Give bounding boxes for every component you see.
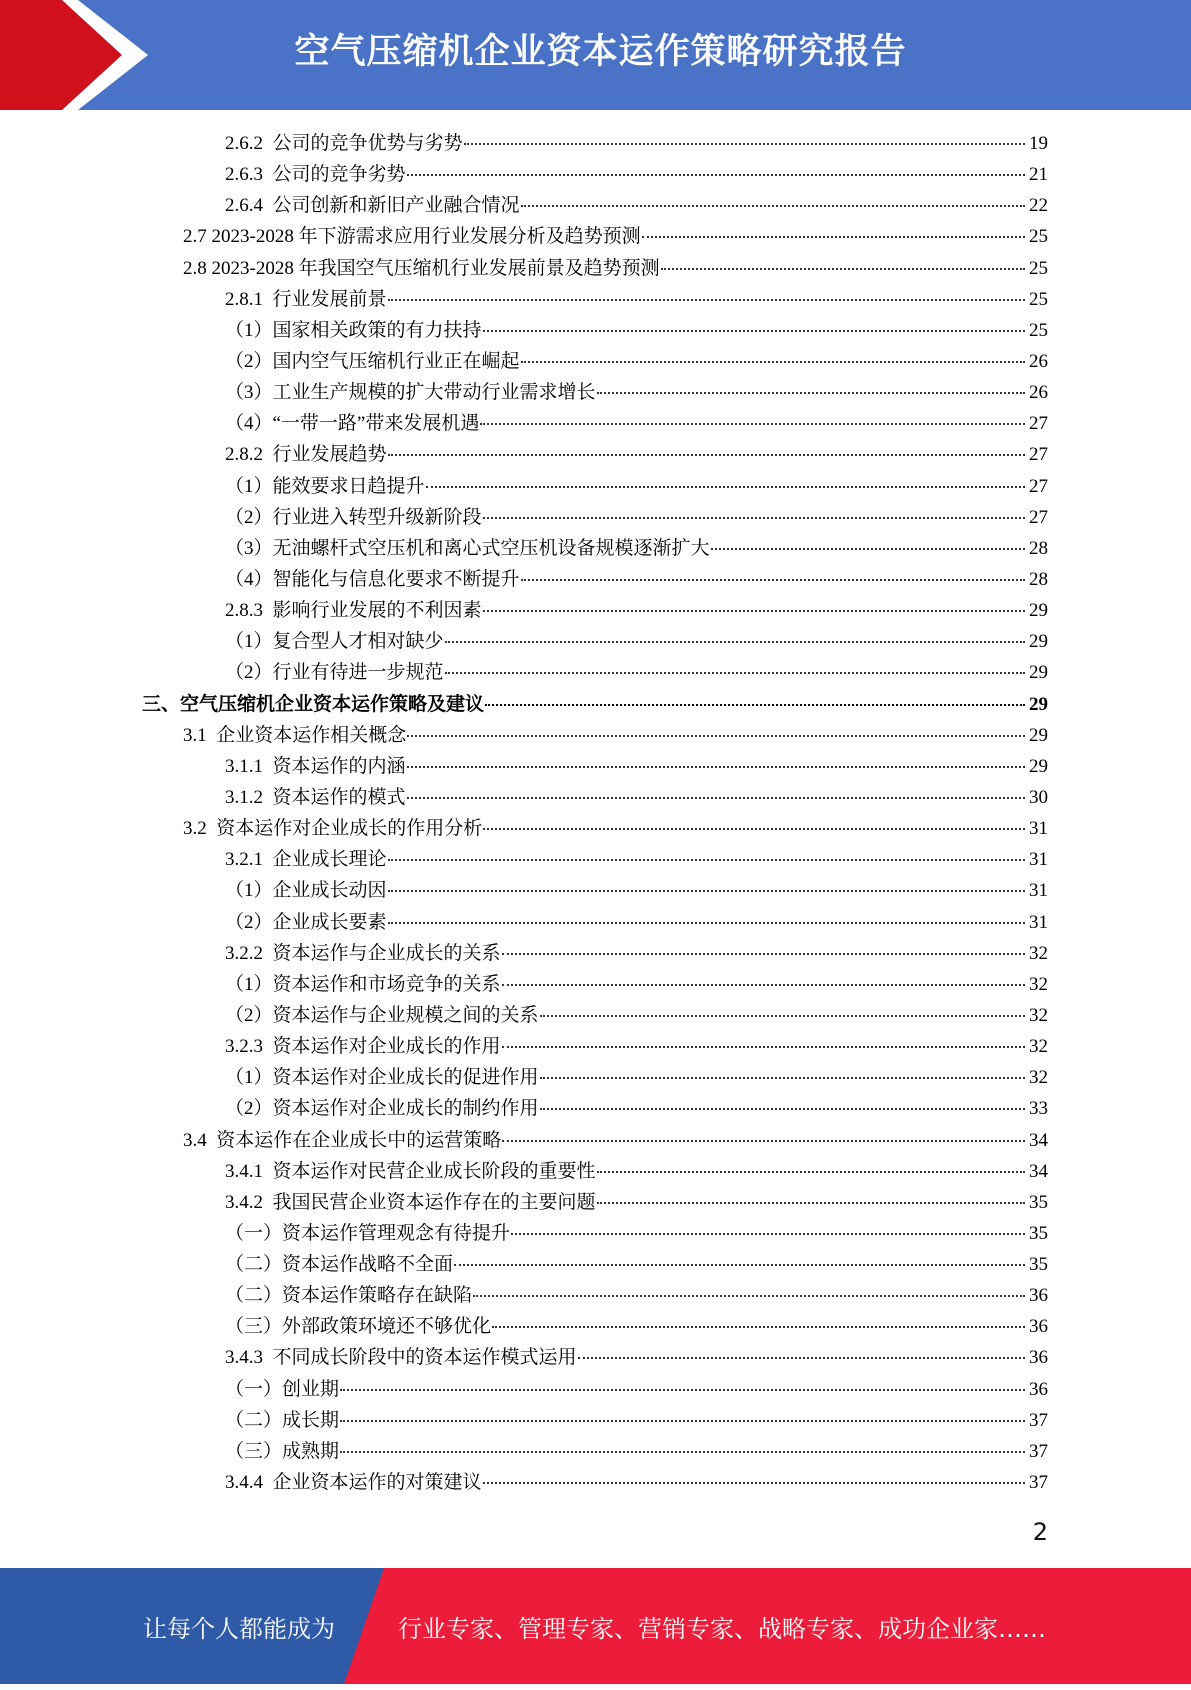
toc-entry[interactable] xyxy=(0,844,1048,875)
page-header xyxy=(0,0,1191,110)
toc-dot-leader xyxy=(492,1326,1025,1328)
toc-entry-page: 27 xyxy=(1029,475,1048,497)
toc-dot-leader xyxy=(521,361,1025,363)
toc-entry-label: 2.8 2023-2028 年我国空气压缩机行业发展前景及趋势预测 xyxy=(183,257,660,279)
toc-entry-label: （二）成长期 xyxy=(225,1409,340,1431)
toc-entry-label: （1）能效要求日趋提升 xyxy=(225,475,425,497)
toc-entry[interactable] xyxy=(0,377,1048,408)
toc-dot-leader xyxy=(340,1451,1025,1453)
toc-dot-leader xyxy=(521,579,1025,581)
toc-entry[interactable] xyxy=(0,1093,1048,1124)
toc-entry-label: 2.6.3 公司的竞争劣势 xyxy=(225,164,406,186)
toc-entry-page: 31 xyxy=(1029,849,1048,871)
toc-entry[interactable] xyxy=(0,938,1048,969)
toc-entry-page: 37 xyxy=(1029,1472,1048,1494)
toc-entry-page: 25 xyxy=(1029,288,1048,310)
toc-dot-leader xyxy=(426,486,1025,488)
toc-entry-page: 28 xyxy=(1029,537,1048,559)
toc-entry-label: （2）企业成长要素 xyxy=(225,911,387,933)
toc-entry-label: 2.6.2 公司的竞争优势与劣势 xyxy=(225,133,463,154)
toc-entry-label: 三、空气压缩机企业资本运作策略及建议 xyxy=(142,693,485,715)
toc-entry-page: 29 xyxy=(1029,693,1048,715)
toc-entry-label: （一）创业期 xyxy=(225,1378,340,1400)
toc-dot-leader xyxy=(480,423,1025,425)
toc-entry[interactable] xyxy=(0,439,1048,470)
toc-dot-leader xyxy=(473,1295,1025,1297)
toc-dot-leader xyxy=(388,859,1025,861)
toc-entry-page: 27 xyxy=(1029,444,1048,466)
toc-entry-label: 2.8.3 影响行业发展的不利因素 xyxy=(225,600,482,622)
toc-dot-leader xyxy=(597,1202,1025,1204)
toc-dot-leader xyxy=(502,1046,1025,1048)
toc-entry[interactable] xyxy=(0,1000,1048,1031)
toc-entry[interactable] xyxy=(0,1342,1048,1373)
toc-dot-leader xyxy=(511,1233,1025,1235)
toc-entry-label: （2）国内空气压缩机行业正在崛起 xyxy=(225,350,520,372)
toc-entry[interactable] xyxy=(0,408,1048,439)
toc-dot-leader xyxy=(388,299,1025,301)
toc-dot-leader xyxy=(483,330,1025,332)
toc-entry-page: 35 xyxy=(1029,1222,1048,1244)
toc-entry-page: 28 xyxy=(1029,568,1048,590)
toc-dot-leader xyxy=(521,205,1025,207)
toc-dot-leader xyxy=(502,1140,1025,1142)
toc-entry[interactable] xyxy=(0,782,1048,813)
toc-entry-page: 32 xyxy=(1029,1004,1048,1026)
toc-entry-page: 27 xyxy=(1029,506,1048,528)
toc-entry-label: 3.2.1 企业成长理论 xyxy=(225,849,387,871)
toc-entry-page: 31 xyxy=(1029,911,1048,933)
toc-dot-leader xyxy=(502,984,1025,986)
toc-entry[interactable] xyxy=(0,315,1048,346)
toc-entry-label: 3.2.2 资本运作与企业成长的关系 xyxy=(225,942,501,964)
toc-entry-page: 36 xyxy=(1029,1285,1048,1307)
toc-entry-page: 37 xyxy=(1029,1409,1048,1431)
toc-dot-leader xyxy=(407,797,1025,799)
toc-entry[interactable] xyxy=(0,564,1048,595)
toc-dot-leader xyxy=(388,922,1025,924)
toc-dot-leader xyxy=(407,735,1025,737)
toc-dot-leader xyxy=(340,1389,1025,1391)
toc-entry-label: （二）资本运作战略不全面 xyxy=(225,1254,454,1276)
toc-entry-page: 33 xyxy=(1029,1098,1048,1120)
toc-entry[interactable] xyxy=(0,751,1048,782)
toc-dot-leader xyxy=(597,392,1025,394)
toc-entry-page: 25 xyxy=(1029,226,1048,248)
toc-entry-page: 22 xyxy=(1029,195,1048,217)
toc-entry[interactable] xyxy=(0,1249,1048,1280)
toc-dot-leader xyxy=(483,828,1025,830)
toc-entry[interactable] xyxy=(0,1436,1048,1467)
toc-entry-label: （2）行业进入转型升级新阶段 xyxy=(225,506,482,528)
toc-entry-page: 26 xyxy=(1029,350,1048,372)
toc-dot-leader xyxy=(483,517,1025,519)
toc-entry-page: 32 xyxy=(1029,973,1048,995)
toc-dot-leader xyxy=(597,1171,1025,1173)
toc-entry[interactable] xyxy=(0,190,1048,221)
toc-entry-label: 3.4 资本运作在企业成长中的运营策略 xyxy=(183,1129,502,1151)
toc-entry-page: 35 xyxy=(1029,1254,1048,1276)
toc-entry[interactable] xyxy=(0,159,1048,190)
toc-entry[interactable] xyxy=(0,689,1048,720)
toc-entry-label: （2）资本运作对企业成长的制约作用 xyxy=(225,1098,539,1120)
toc-entry-label: 3.2 资本运作对企业成长的作用分析 xyxy=(183,818,483,840)
toc-entry-page: 29 xyxy=(1029,724,1048,746)
toc-entry-label: 2.7 2023-2028 年下游需求应用行业发展分析及趋势预测 xyxy=(183,226,641,248)
toc-entry[interactable] xyxy=(0,502,1048,533)
toc-entry-label: （一）资本运作管理观念有待提升 xyxy=(225,1222,511,1244)
toc-dot-leader xyxy=(445,672,1025,674)
toc-dot-leader xyxy=(483,610,1025,612)
toc-entry-label: （1）国家相关政策的有力扶持 xyxy=(225,319,482,341)
toc-entry[interactable] xyxy=(0,1156,1048,1187)
toc-entry[interactable] xyxy=(0,533,1048,564)
toc-entry[interactable] xyxy=(0,128,1048,159)
toc-entry-page: 19 xyxy=(1029,133,1048,154)
page-number: 2 xyxy=(1032,1518,1048,1546)
toc-entry-page: 31 xyxy=(1029,880,1048,902)
toc-entry-label: 3.2.3 资本运作对企业成长的作用 xyxy=(225,1036,501,1058)
toc-dot-leader xyxy=(454,1264,1025,1266)
toc-entry-label: 3.1 企业资本运作相关概念 xyxy=(183,724,407,746)
toc-entry-label: 3.1.2 资本运作的模式 xyxy=(225,786,406,808)
toc-dot-leader xyxy=(407,174,1025,176)
toc-dot-leader xyxy=(483,1482,1025,1484)
toc-dot-leader xyxy=(502,953,1025,955)
toc-entry-label: （4）“一带一路”带来发展机遇 xyxy=(225,413,480,435)
toc-dot-leader xyxy=(642,236,1025,238)
toc-entry-label: 2.8.1 行业发展前景 xyxy=(225,288,387,310)
toc-entry[interactable] xyxy=(0,1405,1048,1436)
toc-entry-label: 2.6.4 公司创新和新旧产业融合情况 xyxy=(225,195,520,217)
toc-entry[interactable] xyxy=(0,1218,1048,1249)
toc-entry[interactable] xyxy=(0,657,1048,688)
toc-entry[interactable] xyxy=(0,969,1048,1000)
toc-entry[interactable] xyxy=(0,346,1048,377)
toc-entry-page: 36 xyxy=(1029,1378,1048,1400)
toc-dot-leader xyxy=(407,766,1025,768)
toc-entry[interactable] xyxy=(0,1280,1048,1311)
toc-entry-label: （二）资本运作策略存在缺陷 xyxy=(225,1285,473,1307)
toc-entry[interactable] xyxy=(0,813,1048,844)
toc-entry-label: （4）智能化与信息化要求不断提升 xyxy=(225,568,520,590)
toc-dot-leader xyxy=(661,268,1025,270)
toc-entry[interactable] xyxy=(0,1467,1048,1498)
table-of-contents xyxy=(0,128,1191,1498)
toc-dot-leader xyxy=(464,143,1025,145)
toc-entry-page: 26 xyxy=(1029,382,1048,404)
toc-entry-page: 30 xyxy=(1029,786,1048,808)
toc-entry[interactable] xyxy=(0,1311,1048,1342)
toc-dot-leader xyxy=(540,1077,1025,1079)
toc-entry[interactable] xyxy=(0,284,1048,315)
toc-entry-page: 29 xyxy=(1029,631,1048,653)
toc-dot-leader xyxy=(711,548,1025,550)
toc-entry[interactable] xyxy=(0,907,1048,938)
toc-entry-label: （三）成熟期 xyxy=(225,1440,340,1462)
toc-dot-leader xyxy=(388,454,1025,456)
toc-entry[interactable] xyxy=(0,1031,1048,1062)
toc-entry-page: 25 xyxy=(1029,319,1048,341)
toc-entry-page: 35 xyxy=(1029,1191,1048,1213)
toc-entry[interactable] xyxy=(0,1187,1048,1218)
toc-entry[interactable] xyxy=(0,1374,1048,1405)
toc-entry-page: 29 xyxy=(1029,662,1048,684)
toc-entry-label: （1）资本运作和市场竞争的关系 xyxy=(225,973,501,995)
toc-entry-label: （1）企业成长动因 xyxy=(225,880,387,902)
toc-dot-leader xyxy=(485,704,1025,706)
toc-dot-leader xyxy=(445,641,1025,643)
toc-dot-leader xyxy=(388,890,1025,892)
toc-entry-page: 25 xyxy=(1029,257,1048,279)
toc-entry-label: （3）无油螺杆式空压机和离心式空压机设备规模逐渐扩大 xyxy=(225,537,710,559)
toc-entry-label: 3.4.3 不同成长阶段中的资本运作模式运用 xyxy=(225,1347,577,1369)
toc-entry-label: （1）复合型人才相对缺少 xyxy=(225,631,444,653)
toc-entry-label: 3.4.1 资本运作对民营企业成长阶段的重要性 xyxy=(225,1160,596,1182)
toc-entry-page: 29 xyxy=(1029,755,1048,777)
toc-entry-page: 27 xyxy=(1029,413,1048,435)
toc-dot-leader xyxy=(540,1108,1025,1110)
toc-entry-page: 34 xyxy=(1029,1160,1048,1182)
toc-entry-page: 34 xyxy=(1029,1129,1048,1151)
toc-entry[interactable] xyxy=(0,1125,1048,1156)
footer-slogan-right: 行业专家、管理专家、营销专家、战略专家、成功企业家…… xyxy=(398,1615,1046,1643)
toc-entry-page: 36 xyxy=(1029,1347,1048,1369)
toc-entry-page: 36 xyxy=(1029,1316,1048,1338)
toc-entry[interactable] xyxy=(0,875,1048,906)
toc-entry[interactable] xyxy=(0,626,1048,657)
toc-entry-label: （3）工业生产规模的扩大带动行业需求增长 xyxy=(225,382,596,404)
toc-dot-leader xyxy=(540,1015,1025,1017)
report-title: 空气压缩机企业资本运作策略研究报告 xyxy=(294,32,907,72)
toc-entry-label: （2）行业有待进一步规范 xyxy=(225,662,444,684)
toc-entry[interactable] xyxy=(0,253,1048,284)
toc-entry-page: 32 xyxy=(1029,942,1048,964)
toc-entry-label: 3.4.4 企业资本运作的对策建议 xyxy=(225,1472,482,1494)
toc-entry-label: （三）外部政策环境还不够优化 xyxy=(225,1316,492,1338)
toc-entry[interactable] xyxy=(0,1062,1048,1093)
toc-entry[interactable] xyxy=(0,221,1048,252)
page-footer xyxy=(0,1568,1191,1684)
toc-entry-page: 32 xyxy=(1029,1067,1048,1089)
toc-entry-page: 37 xyxy=(1029,1440,1048,1462)
toc-entry-label: 2.8.2 行业发展趋势 xyxy=(225,444,387,466)
toc-entry[interactable] xyxy=(0,595,1048,626)
toc-entry-page: 21 xyxy=(1029,164,1048,186)
toc-entry-label: 3.4.2 我国民营企业资本运作存在的主要问题 xyxy=(225,1191,596,1213)
toc-entry-page: 29 xyxy=(1029,600,1048,622)
toc-entry-label: （2）资本运作与企业规模之间的关系 xyxy=(225,1004,539,1026)
toc-entry[interactable] xyxy=(0,720,1048,751)
toc-entry[interactable] xyxy=(0,471,1048,502)
toc-entry-label: 3.1.1 资本运作的内涵 xyxy=(225,755,406,777)
toc-dot-leader xyxy=(340,1420,1025,1422)
footer-slogan-left: 让每个人都能成为 xyxy=(143,1615,335,1643)
toc-entry-page: 32 xyxy=(1029,1036,1048,1058)
toc-entry-page: 31 xyxy=(1029,818,1048,840)
toc-entry-label: （1）资本运作对企业成长的促进作用 xyxy=(225,1067,539,1089)
toc-dot-leader xyxy=(578,1357,1025,1359)
